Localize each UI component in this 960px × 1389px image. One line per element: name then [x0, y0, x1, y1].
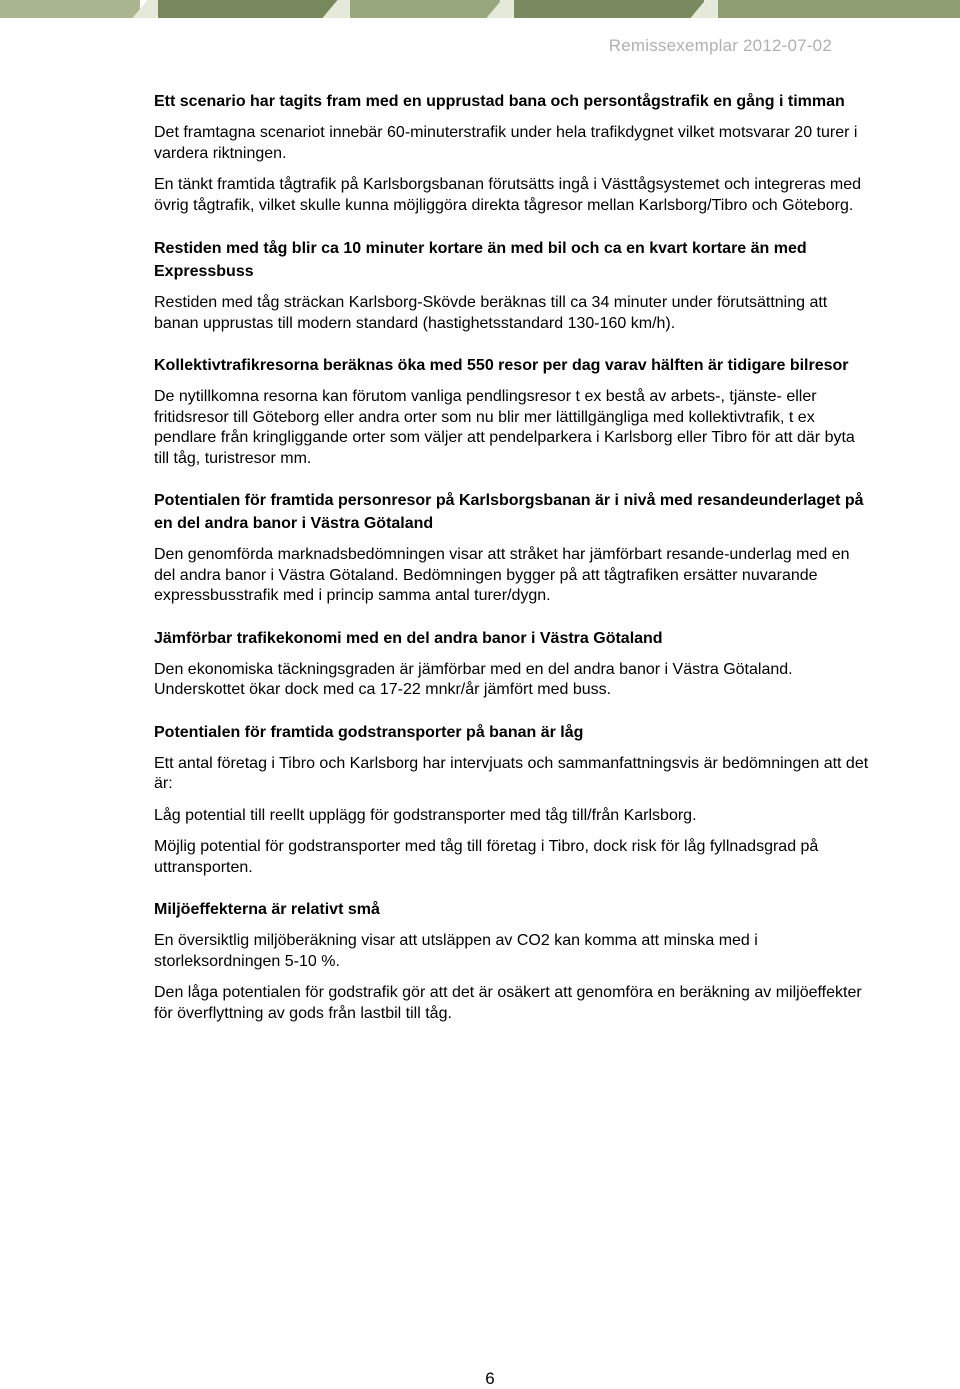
paragraph: Den genomförda marknadsbedömningen visar att stråket har jämförbart resande-underlag med en del andra banor i Västra Götaland. Bedömningen bygger på att tågtrafiken ersätter nuvarande expressbusstrafik med i princip samma antal turer/dygn.	[154, 546, 850, 604]
section-scenario	[154, 90, 870, 216]
section-potential-personresor	[154, 489, 870, 607]
section-miljoeffekter	[154, 898, 870, 1024]
paragraph: Den låga potentialen för godstrafik gör att det är osäkert att genomföra en beräkning av miljöeffekter för överflyttning av gods från lastbil till tåg.	[154, 984, 862, 1022]
section-kollektivtrafik	[154, 354, 870, 469]
paragraph: Låg potential till reellt upplägg för godstransporter med tåg till/från Karlsborg.	[154, 806, 697, 824]
heading-potential-personresor: Potentialen för framtida personresor på Karlsborgsbanan är i nivå med resandeunderlaget på en del andra banor i Västra Götaland	[154, 492, 864, 532]
paragraph: En översiktlig miljöberäkning visar att utsläppen av CO2 kan komma att minska med i storleksordningen 5-10 %.	[154, 932, 758, 970]
heading-godstransporter: Potentialen för framtida godstransporter på banan är låg	[154, 723, 584, 741]
section-restid	[154, 237, 870, 334]
paragraph: Möjlig potential för godstransporter med tåg till företag i Tibro, dock risk för låg fyllnadsgrad på uttransporten.	[154, 838, 819, 876]
paragraph: Det framtagna scenariot innebär 60-minuterstrafik under hela trafikdygnet vilket motsvarar 20 turer i vardera riktningen.	[154, 124, 858, 162]
heading-miljoeffekter: Miljöeffekterna är relativt små	[154, 901, 380, 918]
heading-scenario: Ett scenario har tagits fram med en upprustad bana och persontågstrafik en gång i timman	[154, 93, 845, 110]
paragraph: De nytillkomna resorna kan förutom vanliga pendlingsresor t ex bestå av arbets-, tjänste- eller fritidsresor till Göteborg eller andra orter som nu blir mer lättillgängliga med kollektivtrafik, t ex pendlare från kringliggande orter som väljer att pendelparkera i Karlsborg eller Tibro för att där byta till tåg, turistresor mm.	[154, 388, 855, 467]
paragraph: En tänkt framtida tågtrafik på Karlsborgsbanan förutsätts ingå i Västtågsystemet och integreras med övrig tågtrafik, vilket skulle kunna möjliggöra direkta tågresor mellan Karlsborg/Tibro och Göteborg.	[154, 176, 862, 214]
paragraph: Ett antal företag i Tibro och Karlsborg har intervjuats och sammanfattningsvis är bedömningen att det är:	[154, 754, 869, 792]
page-number: 6	[485, 1369, 495, 1388]
decorative-top-band	[0, 0, 960, 18]
paragraph: Den ekonomiska täckningsgraden är jämförbar med en del andra banor i Västra Götaland. Underskottet ökar dock med ca 17-22 mnkr/år jämfört med buss.	[154, 660, 793, 698]
paragraph: Restiden med tåg sträckan Karlsborg-Skövde beräknas till ca 34 minuter under förutsättning att banan upprustas till modern standard (hastighetsstandard 130-160 km/h).	[154, 294, 828, 332]
section-godstransporter	[154, 721, 870, 879]
section-trafikekonomi	[154, 627, 870, 701]
heading-trafikekonomi: Jämförbar trafikekonomi med en del andra banor i Västra Götaland	[154, 629, 663, 647]
document-body	[154, 90, 870, 1024]
heading-restid: Restiden med tåg blir ca 10 minuter kortare än med bil och ca en kvart kortare än med Expressbuss	[154, 240, 807, 280]
header-remissexemplar: Remissexemplar 2012-07-02	[608, 36, 832, 55]
heading-kollektivtrafik: Kollektivtrafikresorna beräknas öka med 550 resor per dag varav hälften är tidigare bilresor	[154, 357, 849, 374]
